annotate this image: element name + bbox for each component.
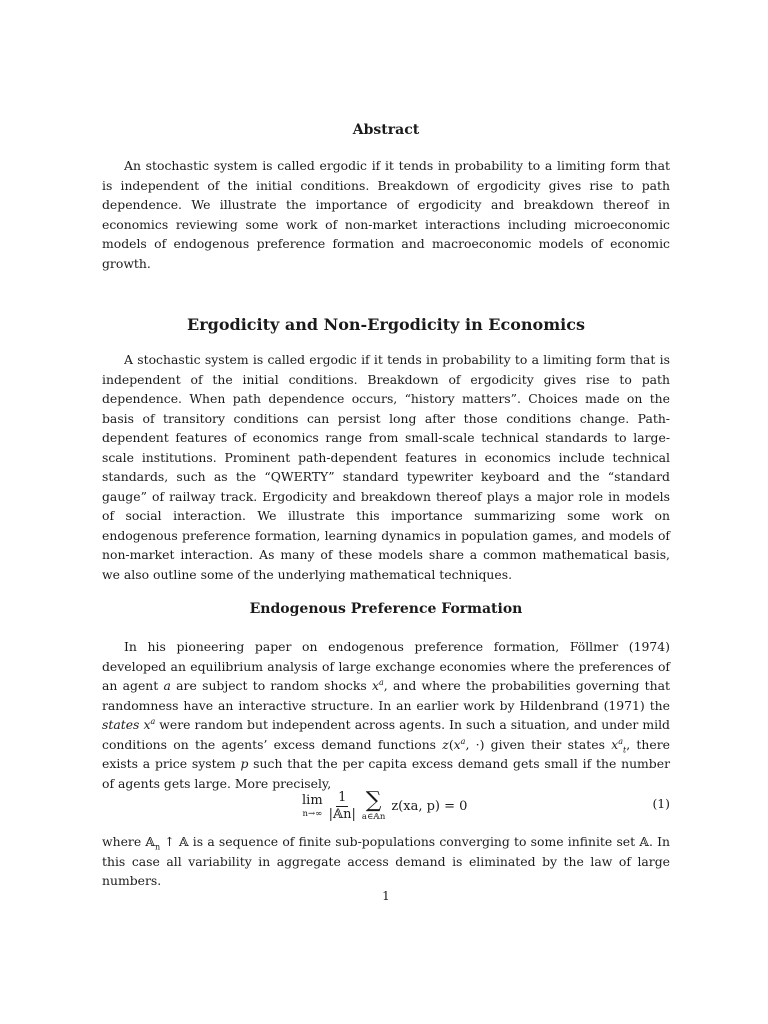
- limit-operator: lim n→∞: [302, 793, 323, 819]
- subsection-paragraph: In his pioneering paper on endogenous preference formation, Föllmer (1974) developed an equilibrium analysis of large exchange economies where the preferences of an agent a are subject to random shocks $x^a$, and where the probabilities governing that randomness have an interactive structure. In an earlier work by Hildenbrand (1971) the states $x^a$ were random but independent across agents. In such a situation, and under mild conditions on the agents’ excess demand functions $z(x^a$, ·) given their states $x^a_t$, there exists a price system p such that the per capita excess demand gets small if the number of agents gets large. More precisely,: [102, 639, 670, 791]
- equation-math: [302, 784, 467, 828]
- section-title: Ergodicity and Non-Ergodicity in Economics: [187, 315, 585, 334]
- abstract-title: Abstract: [352, 122, 420, 138]
- post-equation-paragraph: where 𝔸$_n$ ↑ 𝔸 is a sequence of finite sub-populations converging to some infinite set 𝔸. In this case all variability in aggregate access demand is eliminated by the law of large numbers.: [102, 834, 670, 888]
- abstract-body: An stochastic system is called ergodic if it tends in probability to a limiting form that is independent of the initial conditions. Breakdown of ergodicity gives rise to path dependence. We illustrate the importance of ergodicity and breakdown thereof in economics reviewing some work of non-market interactions including microeconomic models of endogenous preference formation and macroeconomic models of economic growth.: [102, 158, 670, 271]
- fraction: $\frac{1}{\text{|𝔸n|}}$: [328, 789, 356, 822]
- equation-rhs: z(xa, p) = 0: [391, 798, 468, 814]
- summation-operator: ∑ a∈𝔸n: [361, 788, 386, 822]
- section-body: A stochastic system is called ergodic if it tends in probability to a limiting form that is independent of the initial conditions. Breakdown of ergodicity gives rise to path dependence. When path dependence occurs, “history matters”. Choices made on the basis of transitory conditions can persist long after those conditions change. Path-dependent features of economics range from small-scale technical standards to large-scale institutions. Prominent path-dependent features in economics include technical standards, such as the “QWERTY” standard typewriter keyboard and the “standard gauge” of railway track. Ergodicity and breakdown thereof plays a major role in models of social interaction. We illustrate this importance summarizing some work on endogenous preference formation, learning dynamics in population games, and models of non-market interaction. As many of these models share a common mathematical basis, we also outline some of the underlying mathematical techniques.: [102, 352, 670, 582]
- equation-1: [102, 784, 670, 828]
- equation-number: (1): [652, 796, 670, 811]
- page-number: 1: [382, 889, 390, 903]
- subsection-title: Endogenous Preference Formation: [249, 601, 523, 617]
